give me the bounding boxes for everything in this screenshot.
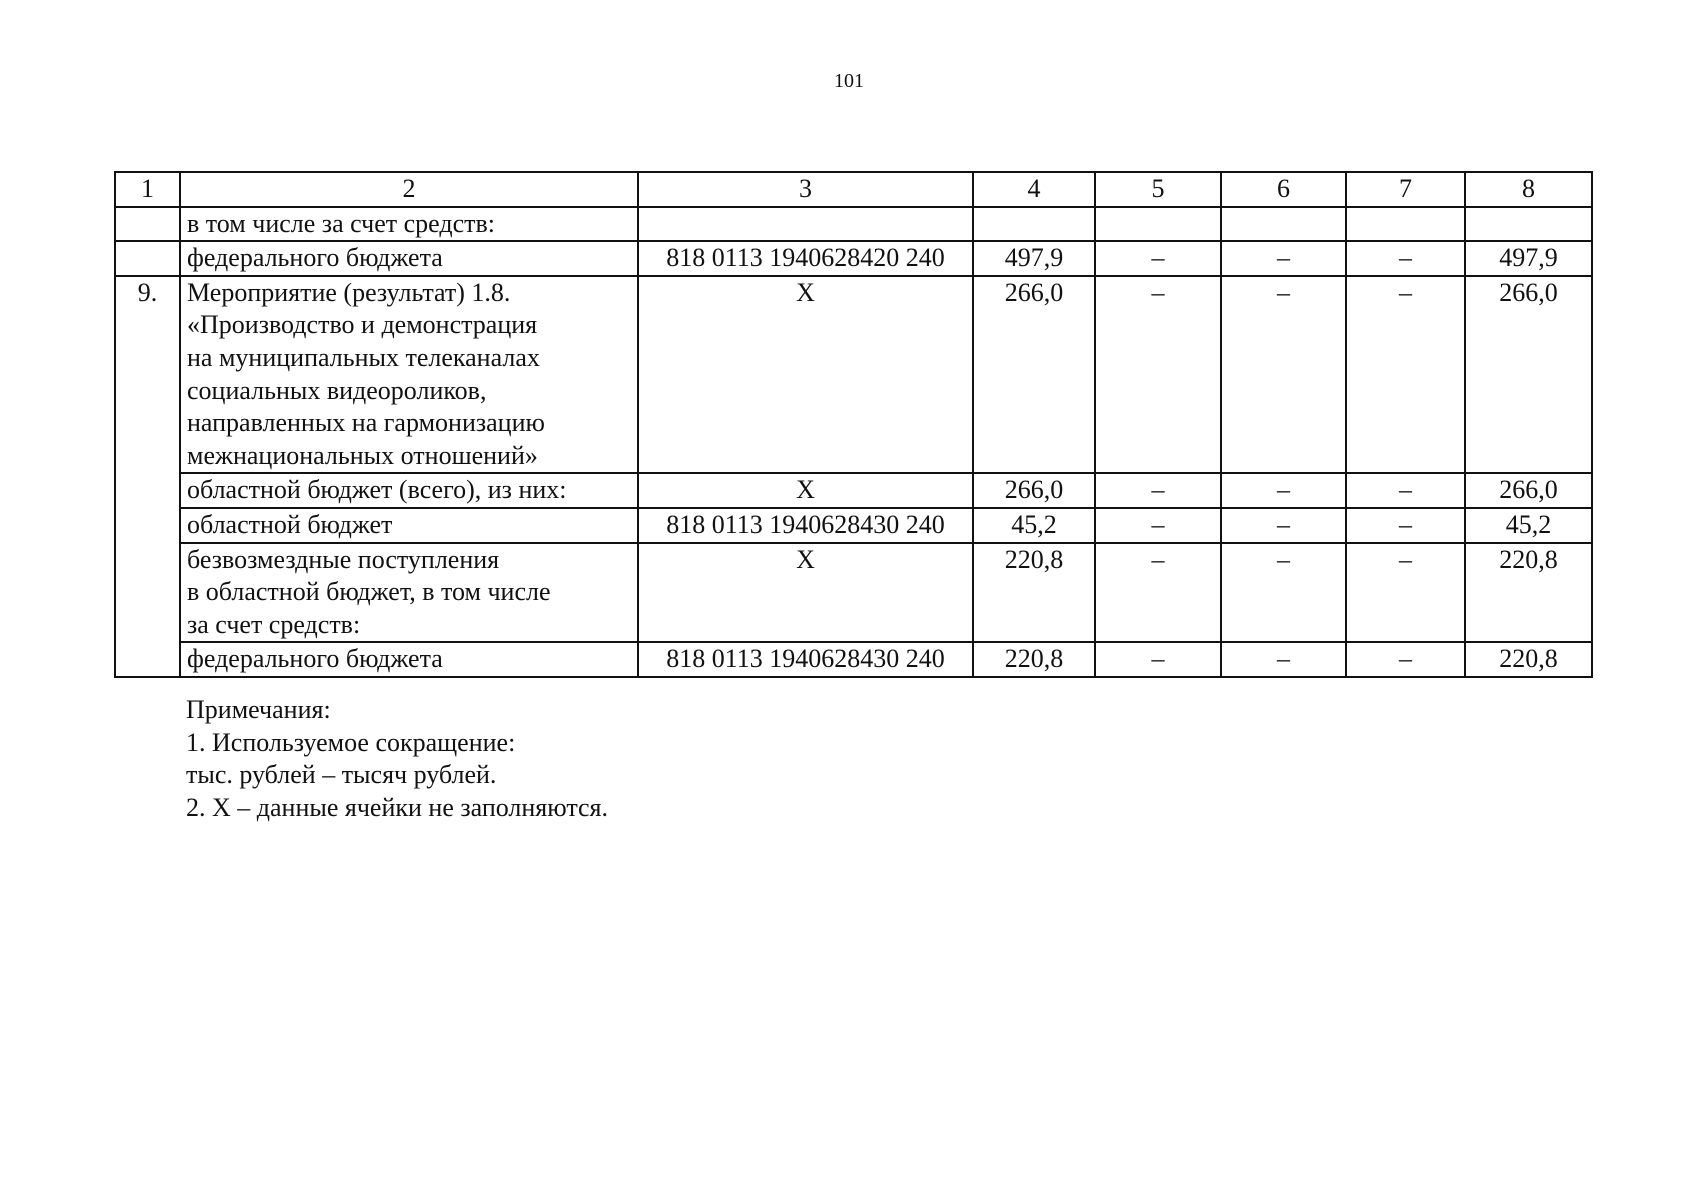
value-cell: – (1346, 508, 1465, 543)
page-number: 101 (834, 70, 864, 92)
column-header: 2 (180, 172, 638, 207)
code-cell: 818 0113 1940628430 240 (638, 508, 973, 543)
value-cell: 45,2 (1465, 508, 1592, 543)
description-line: «Производство и демонстрация (187, 310, 538, 340)
description-line: межнациональных отношений» (187, 440, 538, 470)
value-cell: 497,9 (1465, 241, 1592, 276)
code-cell: Х (638, 276, 973, 474)
value-cell: 266,0 (973, 276, 1095, 474)
value-cell: 220,8 (1465, 642, 1592, 677)
value-cell: 220,8 (973, 642, 1095, 677)
value-cell: – (1221, 543, 1346, 643)
value-cell (973, 207, 1095, 242)
description-line: безвозмездные поступления (187, 544, 500, 574)
row-number-cell: 9. (115, 276, 180, 677)
row-number-cell (115, 241, 180, 276)
value-cell: – (1095, 543, 1221, 643)
table-row (115, 508, 1592, 543)
value-cell (1095, 207, 1221, 242)
table-row (115, 473, 1592, 508)
value-cell: – (1095, 508, 1221, 543)
description-line: направленных на гармонизацию (187, 408, 545, 438)
description-cell (180, 543, 638, 643)
table-row (115, 241, 1592, 276)
description-cell: федерального бюджета (180, 241, 638, 276)
value-cell: – (1095, 642, 1221, 677)
description-cell: в том числе за счет средств: (180, 207, 638, 242)
value-cell: – (1221, 276, 1346, 474)
code-cell: Х (638, 473, 973, 508)
value-cell: – (1346, 642, 1465, 677)
description-line: на муниципальных телеканалах (187, 342, 540, 372)
value-cell (1346, 207, 1465, 242)
table-row (115, 207, 1592, 242)
value-cell: – (1346, 473, 1465, 508)
code-cell: 818 0113 1940628430 240 (638, 642, 973, 677)
description-line: социальных видеороликов, (187, 375, 487, 405)
budget-table (114, 171, 1593, 678)
value-cell: – (1095, 473, 1221, 508)
value-cell: – (1346, 543, 1465, 643)
description-line: в областной бюджет, в том числе (187, 577, 551, 607)
code-cell: 818 0113 1940628420 240 (638, 241, 973, 276)
column-header: 3 (638, 172, 973, 207)
value-cell: – (1221, 642, 1346, 677)
value-cell: – (1221, 241, 1346, 276)
value-cell: 220,8 (973, 543, 1095, 643)
code-cell (638, 207, 973, 242)
column-header: 8 (1465, 172, 1592, 207)
value-cell (1465, 207, 1592, 242)
value-cell: – (1095, 241, 1221, 276)
description-line: за счет средств: (187, 609, 361, 639)
description-cell: федерального бюджета (180, 642, 638, 677)
value-cell: – (1095, 276, 1221, 474)
value-cell: 45,2 (973, 508, 1095, 543)
column-header: 7 (1346, 172, 1465, 207)
value-cell: – (1221, 508, 1346, 543)
code-cell: Х (638, 543, 973, 643)
table-header-row (115, 172, 1592, 207)
row-number-cell (115, 207, 180, 242)
description-cell (180, 276, 638, 474)
note-line: 1. Используемое сокращение: (186, 727, 516, 757)
description-cell: областной бюджет (всего), из них: (180, 473, 638, 508)
table-row (115, 642, 1592, 677)
value-cell: 220,8 (1465, 543, 1592, 643)
column-header: 6 (1221, 172, 1346, 207)
value-cell: 266,0 (1465, 473, 1592, 508)
table-row (115, 276, 1592, 474)
notes-section (186, 694, 608, 824)
value-cell: 266,0 (1465, 276, 1592, 474)
note-line: тыс. рублей – тысяч рублей. (186, 760, 497, 790)
note-line: 2. Х – данные ячейки не заполняются. (186, 792, 609, 822)
description-cell: областной бюджет (180, 508, 638, 543)
column-header: 5 (1095, 172, 1221, 207)
value-cell: – (1346, 241, 1465, 276)
column-header: 4 (973, 172, 1095, 207)
table-row (115, 543, 1592, 643)
value-cell: 266,0 (973, 473, 1095, 508)
column-header: 1 (115, 172, 180, 207)
value-cell: – (1346, 276, 1465, 474)
value-cell: 497,9 (973, 241, 1095, 276)
value-cell (1221, 207, 1346, 242)
description-line: Мероприятие (результат) 1.8. (187, 277, 511, 307)
value-cell: – (1221, 473, 1346, 508)
notes-title: Примечания: (186, 695, 331, 724)
